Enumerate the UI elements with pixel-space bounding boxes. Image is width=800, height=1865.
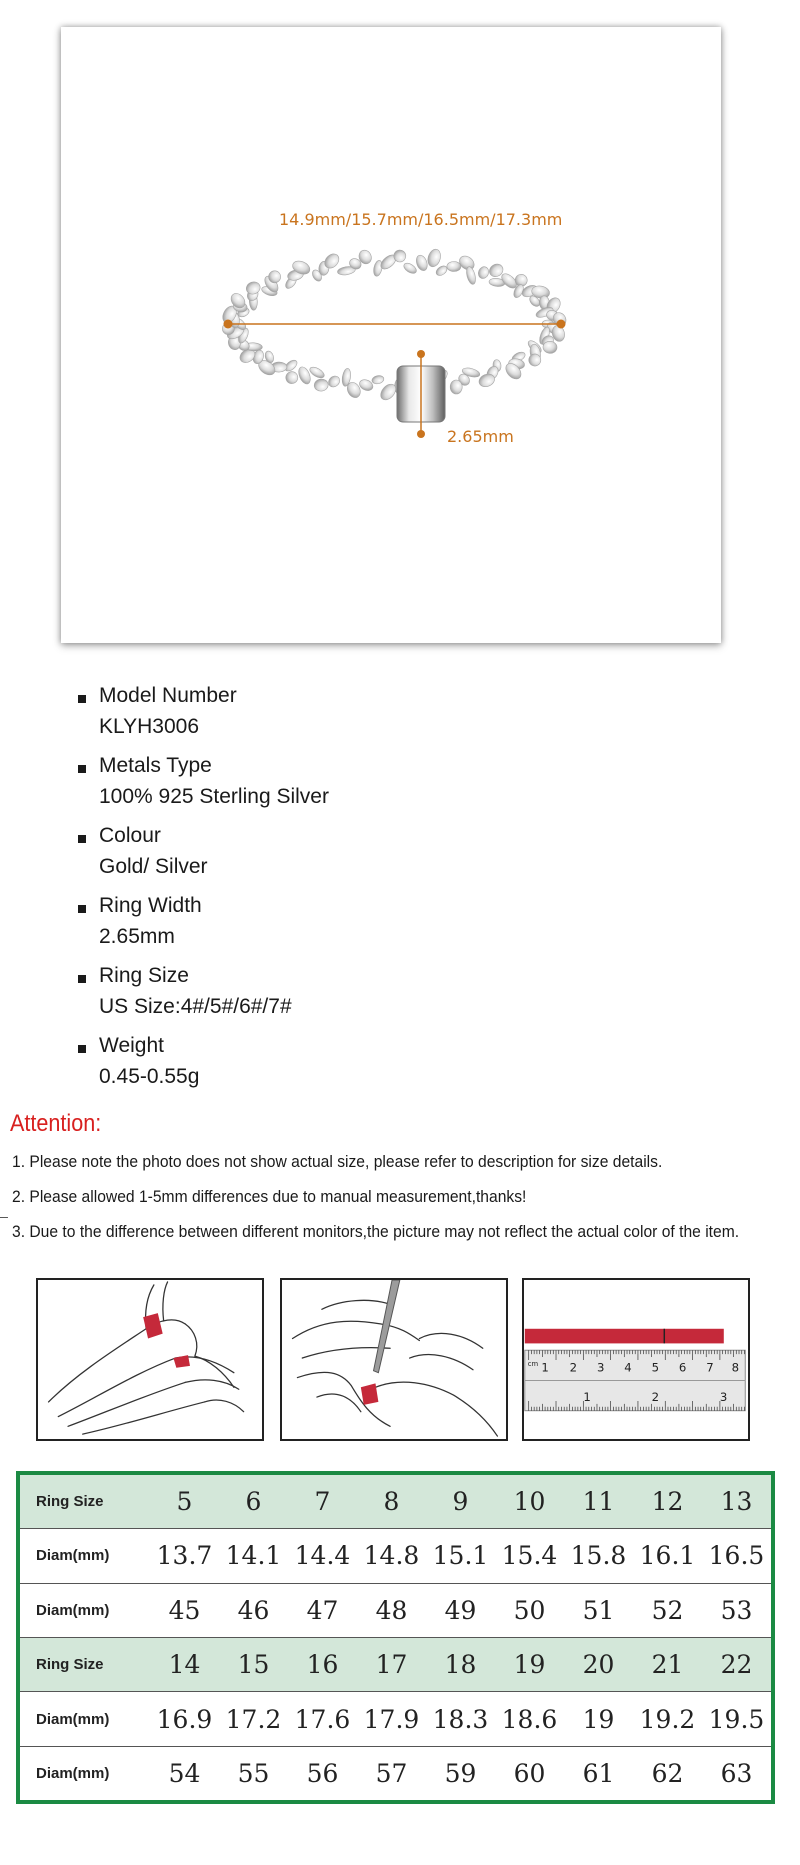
note-dash: _ — [0, 1202, 8, 1218]
attention-note-1: 1. Please note the photo does not show actual size, please refer to description for size details. — [12, 1152, 663, 1171]
table-cell: 46 — [219, 1583, 288, 1637]
ring-bead — [426, 248, 443, 269]
width-end-top — [417, 350, 425, 358]
table-cell: 16.5 — [702, 1529, 771, 1583]
table-cell: 15.1 — [426, 1529, 495, 1583]
table-cell: 50 — [495, 1583, 564, 1637]
table-cell: 51 — [564, 1583, 633, 1637]
ring-bead — [477, 265, 491, 280]
table-cell: 11 — [564, 1475, 633, 1529]
measure-step-3-image — [522, 1278, 750, 1441]
table-cell: 7 — [288, 1475, 357, 1529]
ring-beads — [220, 248, 569, 403]
ruler-num-top: 4 — [624, 1360, 632, 1375]
table-cell: 17.6 — [288, 1692, 357, 1746]
table-cell: 22 — [702, 1637, 771, 1691]
spec-value: 0.45-0.55g — [99, 1065, 200, 1088]
spec-value: KLYH3006 — [99, 715, 200, 738]
bullet-icon — [78, 1045, 86, 1053]
spec-value: Gold/ Silver — [99, 855, 208, 878]
spec-label: Metals Type — [99, 754, 212, 777]
spec-value: 2.65mm — [99, 925, 175, 948]
table-cell: 14.1 — [219, 1529, 288, 1583]
row-header: Ring Size — [20, 1637, 150, 1691]
table-cell: 15.4 — [495, 1529, 564, 1583]
ruler-unit: cm — [527, 1359, 539, 1368]
ring-size-row — [20, 1637, 771, 1691]
table-cell: 59 — [444, 1758, 477, 1788]
table-cell: 54 — [168, 1758, 201, 1788]
ring-bead — [447, 261, 461, 271]
ruler-num-bottom: 3 — [719, 1389, 728, 1404]
table-cell: 15 — [219, 1637, 288, 1691]
table-cell: 19.5 — [702, 1692, 771, 1746]
table-cell: 61 — [582, 1758, 615, 1788]
ruler-num-top: 8 — [731, 1360, 740, 1375]
table-cell: 14.8 — [357, 1529, 426, 1583]
table-cell: 16.1 — [633, 1529, 702, 1583]
table-cell: 17.2 — [219, 1692, 288, 1746]
table-cell: 20 — [564, 1637, 633, 1691]
table-cell: 14.4 — [288, 1529, 357, 1583]
row-header: Diam(mm) — [20, 1583, 150, 1637]
paper-strip — [525, 1329, 724, 1344]
ring-bead — [268, 271, 280, 283]
table-cell: 18.6 — [495, 1692, 564, 1746]
spec-label: Ring Width — [99, 894, 202, 917]
product-photo-card — [61, 27, 721, 643]
attention-title: Attention: — [10, 1110, 102, 1137]
row-header: Diam(mm) — [20, 1529, 150, 1583]
diameter-label: 14.9mm/15.7mm/16.5mm/17.3mm — [279, 210, 563, 229]
ruler-num-top: 6 — [678, 1360, 687, 1375]
table-cell: 12 — [633, 1475, 702, 1529]
table-cell: 56 — [306, 1758, 339, 1788]
table-cell: 13 — [702, 1475, 771, 1529]
ring-bead — [414, 254, 429, 272]
ring-bead — [402, 261, 418, 275]
table-cell: 52 — [633, 1583, 702, 1637]
spec-label: Weight — [99, 1034, 164, 1057]
table-cell: 8 — [357, 1475, 426, 1529]
table-cell: 14 — [150, 1637, 219, 1691]
table-cell: 21 — [633, 1637, 702, 1691]
measure-step-1-image — [36, 1278, 264, 1441]
table-cell: 10 — [495, 1475, 564, 1529]
size-table — [16, 1471, 775, 1804]
table-cell: 13.7 — [150, 1529, 219, 1583]
row-header: Ring Size — [20, 1475, 150, 1529]
diameter-row — [20, 1692, 771, 1746]
ruler-num-top: 2 — [569, 1360, 578, 1375]
table-cell: 19 — [495, 1637, 564, 1691]
ruler-num-top: 7 — [706, 1360, 714, 1375]
measure-step-2-image — [280, 1278, 508, 1441]
table-cell: 48 — [357, 1583, 426, 1637]
bullet-icon — [78, 975, 86, 983]
ring-bead — [314, 378, 329, 392]
table-cell: 45 — [150, 1583, 219, 1637]
diameter-row — [20, 1529, 771, 1583]
attention-note-3: 3. Due to the difference between different monitors,the picture may not reflect the actual color of the item. — [12, 1222, 740, 1241]
table-cell: 57 — [375, 1758, 408, 1788]
bullet-icon — [78, 695, 86, 703]
bullet-icon — [78, 765, 86, 773]
ring-size-row — [20, 1475, 771, 1529]
diameter-row — [20, 1583, 771, 1637]
marking-strip-illustration — [282, 1280, 506, 1439]
ring-bead — [450, 380, 462, 394]
table-cell: 16.9 — [150, 1692, 219, 1746]
diameter-end-right — [557, 320, 566, 329]
table-cell: 60 — [513, 1758, 546, 1788]
ring-bead — [308, 365, 326, 380]
spec-value: US Size:4#/5#/6#/7# — [99, 995, 292, 1018]
table-cell: 19 — [564, 1692, 633, 1746]
table-cell: 19.2 — [633, 1692, 702, 1746]
spec-label: Ring Size — [99, 964, 189, 987]
ring-bead — [285, 370, 300, 385]
hand-with-strip-illustration — [38, 1280, 262, 1439]
table-cell: 15.8 — [564, 1529, 633, 1583]
table-cell: 17 — [357, 1637, 426, 1691]
ring-illustration — [61, 27, 721, 643]
ruler-num-bottom: 1 — [583, 1389, 591, 1404]
bullet-icon — [78, 905, 86, 913]
attention-note-2: 2. Please allowed 1-5mm differences due to manual measurement,thanks! — [12, 1187, 527, 1206]
row-header: Diam(mm) — [36, 1764, 110, 1782]
diameter-row — [20, 1746, 771, 1800]
row-header: Diam(mm) — [20, 1692, 150, 1746]
diameter-end-left — [224, 320, 233, 329]
table-cell: 53 — [702, 1583, 771, 1637]
table-cell: 49 — [426, 1583, 495, 1637]
spec-label: Colour — [99, 824, 161, 847]
table-cell: 16 — [288, 1637, 357, 1691]
table-cell: 63 — [720, 1758, 753, 1788]
ruler-num-bottom: 2 — [651, 1389, 660, 1404]
ring-bead — [326, 374, 342, 390]
table-cell: 17.9 — [357, 1692, 426, 1746]
ring-bead — [371, 375, 384, 385]
table-cell: 62 — [651, 1758, 684, 1788]
ring-bead — [245, 280, 262, 296]
table-cell: 55 — [237, 1758, 270, 1788]
spec-label: Model Number — [99, 684, 237, 707]
ruler-num-top: 3 — [596, 1360, 605, 1375]
table-cell: 18.3 — [426, 1692, 495, 1746]
width-label: 2.65mm — [447, 427, 514, 446]
ruler-num-top: 5 — [651, 1360, 660, 1375]
spec-value: 100% 925 Sterling Silver — [99, 785, 329, 808]
ring-bead — [465, 266, 477, 285]
table-cell: 6 — [219, 1475, 288, 1529]
ruler-num-top: 1 — [541, 1360, 549, 1375]
table-cell: 47 — [288, 1583, 357, 1637]
ruler-illustration — [524, 1280, 748, 1439]
width-end-bottom — [417, 430, 425, 438]
table-cell: 9 — [426, 1475, 495, 1529]
bullet-icon — [78, 835, 86, 843]
table-cell: 5 — [150, 1475, 219, 1529]
table-cell: 18 — [426, 1637, 495, 1691]
